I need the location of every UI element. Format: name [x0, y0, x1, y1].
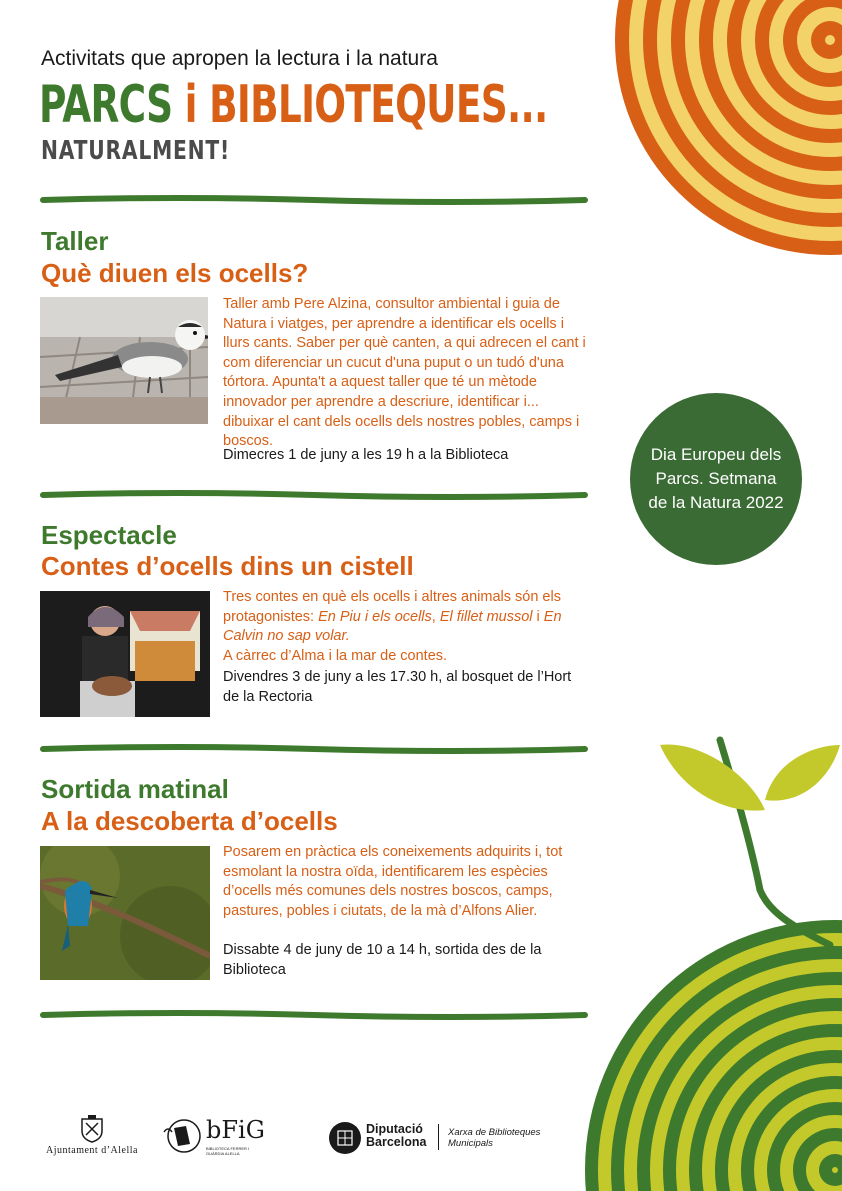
- page-title: [39, 77, 547, 133]
- bfig-logo-subtitle: BIBLIOTECA FERRER I GUÀRDIA ALELLA: [206, 1146, 250, 1156]
- xarxa-biblioteques-logo: [448, 1127, 540, 1149]
- decorative-orange-rings: [560, 0, 842, 300]
- bfig-book-icon: [160, 1118, 202, 1154]
- event-1-when: Dimecres 1 de juny a les 19 h a la Biblioteca: [223, 447, 509, 463]
- xarxa-line2: Municipals: [448, 1138, 493, 1149]
- divider-4: [40, 1010, 588, 1020]
- event-3-name: A la descoberta d’ocells: [41, 806, 338, 836]
- divider-3: [40, 744, 588, 754]
- green-ring: [832, 1167, 838, 1173]
- event-2-title-a: En Piu i els ocells: [318, 608, 432, 625]
- badge-text: Dia Europeu dels Parcs. Setmana de la Natura 2022: [648, 445, 784, 512]
- europe-parks-day-badge: [630, 393, 802, 565]
- divider-1: [40, 195, 588, 205]
- ajuntament-shield-icon: [80, 1115, 104, 1143]
- event-2-credit: A càrrec d’Alma i la mar de contes.: [223, 647, 448, 664]
- event-1-name: Què diuen els ocells?: [41, 258, 309, 288]
- event-2-sep-b: i: [532, 608, 544, 625]
- divider-2: [40, 490, 588, 500]
- diputacio-line1: Diputació: [366, 1122, 423, 1136]
- event-3-kind: Sortida matinal: [41, 774, 229, 804]
- storyteller-photo: [40, 591, 210, 717]
- xarxa-line1: Xarxa de Biblioteques: [448, 1127, 541, 1138]
- event-2-description: [223, 588, 589, 666]
- event-2-title-b: El fillet mussol: [439, 608, 533, 625]
- ajuntament-alella-logo: Ajuntament d’Alella: [46, 1145, 138, 1156]
- event-2-when: Divendres 3 de juny a les 17.30 h, al bosquet de l’Hort de la Rectoria: [223, 669, 572, 705]
- event-2-name: Contes d’ocells dins un cistell: [41, 551, 414, 581]
- orange-ring: [825, 35, 835, 45]
- event-2-sep-a: ,: [431, 608, 440, 625]
- event-3-description: Posarem en pràctica els coneixements adquirits i, tot esmolant la nostra oïda, identificarem les espècies d’ocells més comunes dels nostres boscos, camps, pastures, pobles i ciutats, de la mà d’Alfons Alier.: [223, 844, 563, 919]
- logo-separator: [438, 1124, 439, 1150]
- diputacio-emblem-icon: [329, 1122, 361, 1154]
- page-title-line2: NATURALMENT!: [41, 136, 231, 166]
- diputacio-line2: Barcelona: [366, 1135, 427, 1149]
- event-2-intro: Tres contes en què els ocells i altres animals són els protagonistes:: [223, 589, 561, 625]
- diputacio-barcelona-logo: [366, 1123, 426, 1149]
- leaf-right: [765, 745, 840, 801]
- bfig-logo: bFiG: [206, 1116, 265, 1144]
- title-biblioteques: i BIBLIOTEQUES...: [184, 75, 548, 135]
- leaf-left: [660, 745, 765, 811]
- event-2-kind: Espectacle: [41, 520, 177, 550]
- decorative-green-apple: [560, 730, 842, 1191]
- event-1-description: Taller amb Pere Alzina, consultor ambiental i guia de Natura i viatges, per aprendre a identificar els ocells i llurs cants. Saber per què canten, a qui adrecen el cant i com diferenciar un cucut d'una puput o un tudó d'una tórtora. Apunta't a aquest taller que té un mètode innovador per aprendre a descriure, identificar i... dibuixar el cant dels ocells dels nostres pobles, camps i boscos.: [223, 296, 586, 450]
- event-2-title-c: En Calvin no sap volar.: [223, 608, 562, 645]
- kingfisher-photo: [40, 846, 210, 980]
- header-subtitle: Activitats que apropen la lectura i la natura: [41, 47, 438, 70]
- event-3-when: Dissabte 4 de juny de 10 a 14 h, sortida des de la Biblioteca: [223, 942, 542, 978]
- bird-wagtail-photo: [40, 297, 208, 424]
- title-parcs: PARCS: [39, 75, 173, 135]
- event-1-kind: Taller: [41, 226, 109, 256]
